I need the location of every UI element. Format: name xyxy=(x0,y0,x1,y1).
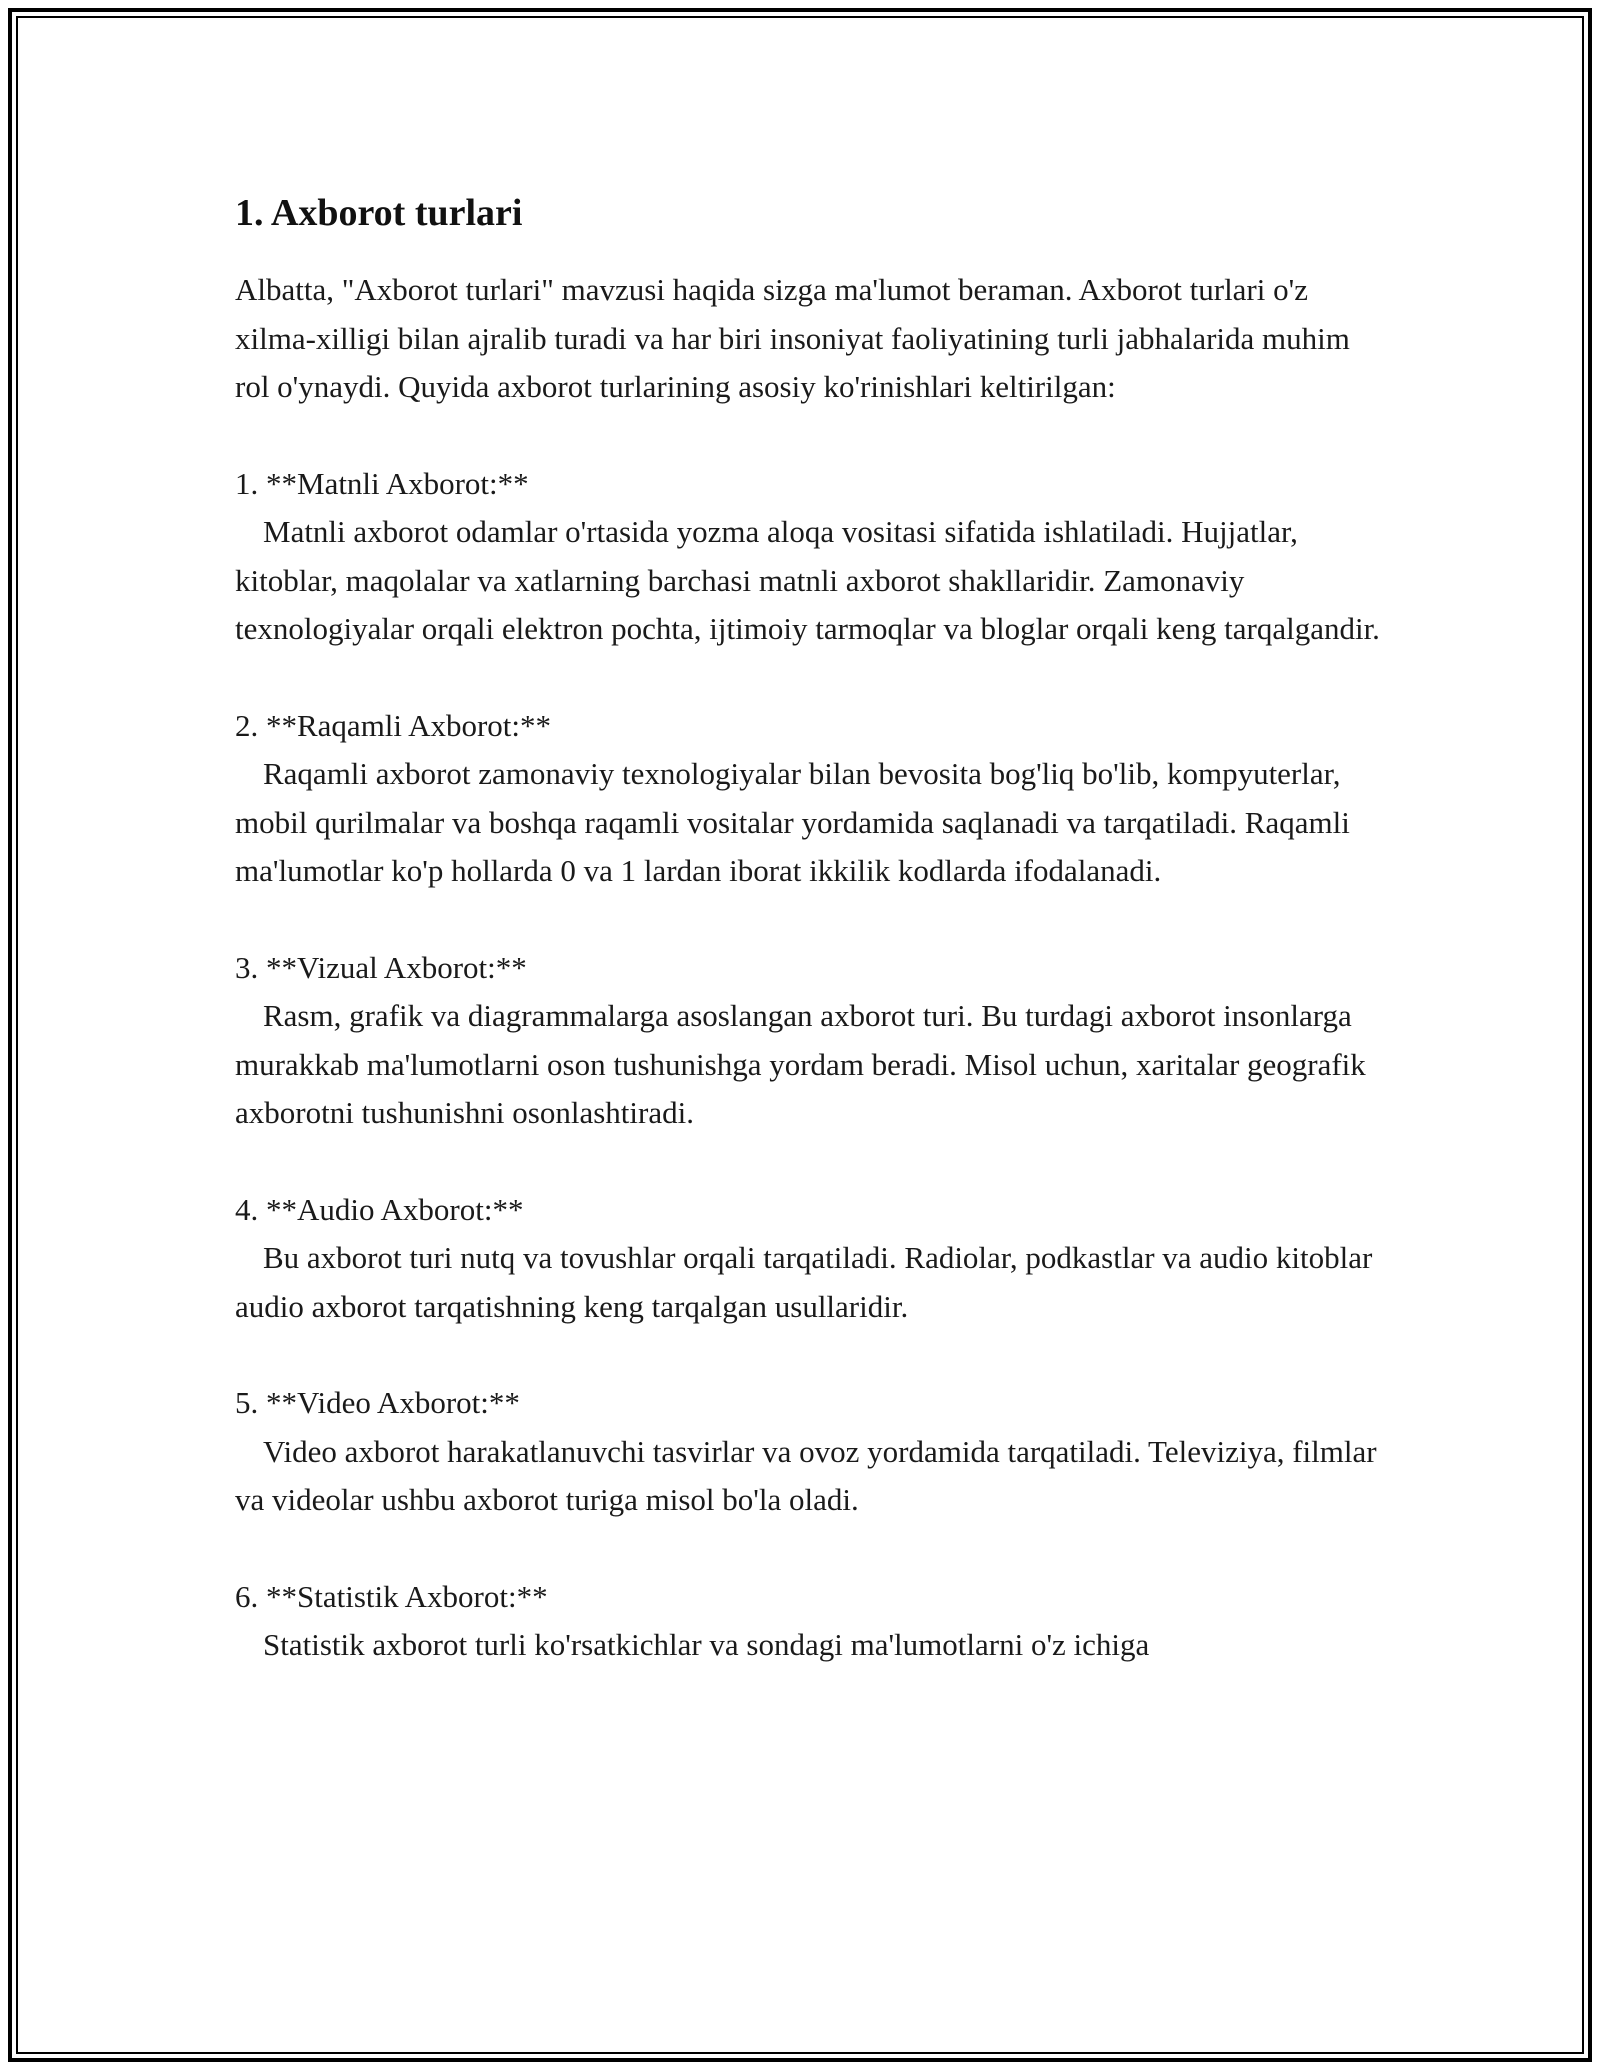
document-title: 1. Axborot turlari xyxy=(235,192,523,234)
section-heading: 6. **Statistik Axborot:** xyxy=(235,1578,548,1614)
section-body: Rasm, grafik va diagrammalarga asoslangan axborot turi. Bu turdagi axborot insonlarga murakkab ma'lumotlarni oson tushunishga yordam beradi. Misol uchun, xaritalar geografik axborotni tushunishni osonlashtiradi. xyxy=(235,998,1366,1130)
section-heading: 2. **Raqamli Axborot:** xyxy=(235,707,552,743)
section-audio xyxy=(235,1186,1385,1332)
section-body: Matnli axborot odamlar o'rtasida yozma aloqa vositasi sifatida ishlatiladi. Hujjatlar, kitoblar, maqolalar va xatlarning barchasi matnli axborot shakllaridir. Zamonaviy texnologiyalar orqali elektron pochta, ijtimoiy tarmoqlar va bloglar orqali keng tarqalgandir. xyxy=(235,514,1380,646)
section-matnli xyxy=(235,460,1385,654)
section-raqamli xyxy=(235,702,1385,896)
section-body: Statistik axborot turli ko'rsatkichlar va sondagi ma'lumotlarni o'z ichiga xyxy=(263,1627,1150,1662)
section-vizual xyxy=(235,944,1385,1138)
section-statistik xyxy=(235,1573,1385,1670)
section-heading: 5. **Video Axborot:** xyxy=(235,1385,520,1420)
section-heading: 1. **Matnli Axborot:** xyxy=(235,465,529,501)
section-heading: 3. **Vizual Axborot:** xyxy=(235,949,527,985)
intro-paragraph: Albatta, "Axborot turlari" mavzusi haqida sizga ma'lumot beraman. Axborot turlari o'z xilma-xilligi bilan ajralib turadi va har biri insoniyat faoliyatining turli jabhalarida muhim rol o'ynaydi. Quyida axborot turlarining asosiy ko'rinishlari keltirilgan: xyxy=(235,272,1350,404)
section-body: Video axborot harakatlanuvchi tasvirlar va ovoz yordamida tarqatiladi. Televiziya, filmlar va videolar ushbu axborot turiga misol bo'la oladi. xyxy=(235,1433,1377,1517)
document-content xyxy=(235,186,1385,1718)
section-body: Raqamli axborot zamonaviy texnologiyalar bilan bevosita bog'liq bo'lib, kompyuterlar, mobil qurilmalar va boshqa raqamli vositalar yordamida saqlanadi va tarqatiladi. Raqamli ma'lumotlar ko'p hollarda 0 va 1 lardan iborat ikkilik kodlarda ifodalanadi. xyxy=(235,756,1350,888)
section-video xyxy=(235,1379,1385,1525)
section-heading: 4. **Audio Axborot:** xyxy=(235,1191,524,1227)
section-body: Bu axborot turi nutq va tovushlar orqali tarqatiladi. Radiolar, podkastlar va audio kitoblar audio axborot tarqatishning keng tarqalgan usullaridir. xyxy=(235,1240,1373,1324)
